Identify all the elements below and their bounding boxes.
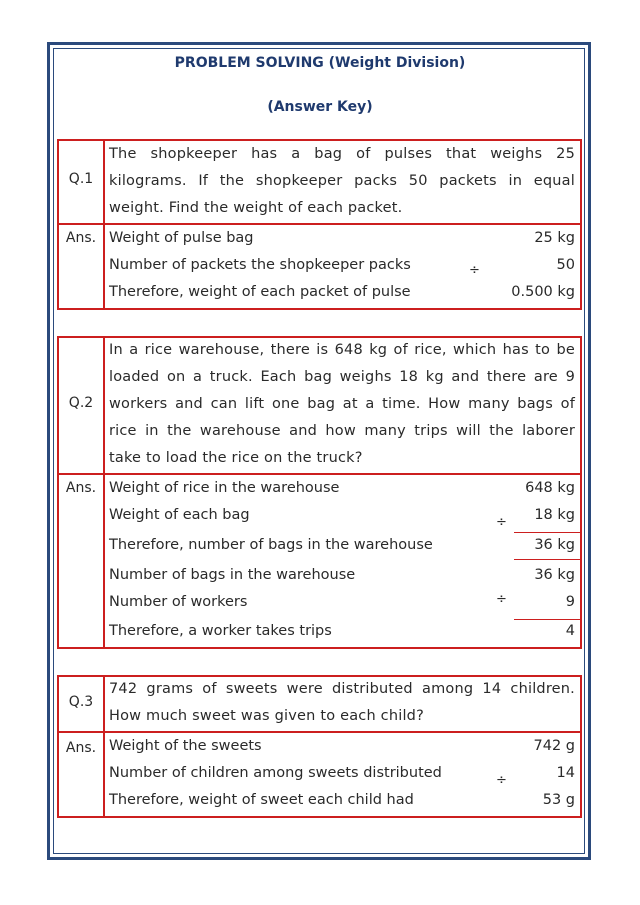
answer-row-label: Weight of rice in the warehouse bbox=[109, 480, 340, 496]
answer-row bbox=[109, 475, 575, 502]
answer-row-value: 648 kg bbox=[525, 480, 575, 496]
answer-row bbox=[109, 532, 575, 559]
divide-sign: ÷ bbox=[496, 592, 507, 607]
answer-row-label: Number of children among sweets distributed bbox=[109, 765, 442, 781]
answer-row-value: 53 g bbox=[542, 792, 575, 808]
answer-row bbox=[109, 618, 575, 645]
answer-row-label: Therefore, a worker takes trips bbox=[109, 623, 332, 639]
answer-underline bbox=[514, 559, 582, 560]
question-box-1 bbox=[57, 139, 582, 225]
answer-box-1 bbox=[57, 223, 582, 310]
answer-row-label: Weight of the sweets bbox=[109, 738, 262, 754]
answer-label: Ans. bbox=[65, 230, 97, 246]
answer-row bbox=[109, 225, 575, 252]
answer-row-label: Weight of each bag bbox=[109, 507, 250, 523]
question-line: weight. Find the weight of each packet. bbox=[109, 200, 403, 216]
answer-row-value: 14 bbox=[556, 765, 575, 781]
question-line: workers and can lift one bag at a time. How many bags of bbox=[109, 396, 575, 412]
answer-box-3 bbox=[57, 731, 582, 818]
answer-row-label: Number of workers bbox=[109, 594, 248, 610]
answer-row-value: 50 bbox=[556, 257, 575, 273]
answer-row-value: 742 g bbox=[533, 738, 575, 754]
divide-sign: ÷ bbox=[496, 515, 507, 530]
page-subtitle: (Answer Key) bbox=[267, 99, 373, 115]
divide-sign: ÷ bbox=[469, 263, 480, 278]
answer-row-value: 36 kg bbox=[534, 567, 575, 583]
question-line: take to load the rice on the truck? bbox=[109, 450, 363, 466]
answer-row bbox=[109, 252, 575, 279]
question-box-2 bbox=[57, 336, 582, 475]
answer-row-label: Therefore, number of bags in the warehouse bbox=[109, 537, 433, 553]
answer-row-label: Weight of pulse bag bbox=[109, 230, 254, 246]
answer-row-label: Therefore, weight of each packet of pulse bbox=[109, 284, 411, 300]
answer-label: Ans. bbox=[65, 480, 97, 496]
question-label: Q.2 bbox=[68, 395, 94, 411]
question-line: 742 grams of sweets were distributed among 14 children. bbox=[109, 681, 575, 697]
question-label: Q.3 bbox=[68, 694, 94, 710]
page-title: PROBLEM SOLVING (Weight Division) bbox=[174, 55, 466, 71]
answer-row-label: Therefore, weight of sweet each child had bbox=[109, 792, 414, 808]
answer-row-label: Number of bags in the warehouse bbox=[109, 567, 356, 583]
question-line: kilograms. If the shopkeeper packs 50 packets in equal bbox=[109, 173, 575, 189]
question-line: The shopkeeper has a bag of pulses that weighs 25 bbox=[109, 146, 575, 162]
answer-row-value: 4 bbox=[565, 623, 575, 639]
answer-row bbox=[109, 787, 575, 814]
divide-sign: ÷ bbox=[496, 773, 507, 788]
answer-label: Ans. bbox=[65, 740, 97, 756]
answer-row-value: 0.500 kg bbox=[511, 284, 575, 300]
answer-row bbox=[109, 279, 575, 306]
question-line: rice in the warehouse and how many trips will the laborer bbox=[109, 423, 575, 439]
answer-row-value: 9 bbox=[565, 594, 575, 610]
answer-box-2 bbox=[57, 473, 582, 649]
answer-row-value: 36 kg bbox=[534, 537, 575, 553]
question-box-3 bbox=[57, 675, 582, 733]
answer-row bbox=[109, 562, 575, 589]
question-label: Q.1 bbox=[68, 171, 94, 187]
question-line: How much sweet was given to each child? bbox=[109, 708, 424, 724]
answer-row-label: Number of packets the shopkeeper packs bbox=[109, 257, 411, 273]
answer-row bbox=[109, 733, 575, 760]
question-line: In a rice warehouse, there is 648 kg of rice, which has to be bbox=[109, 342, 575, 358]
question-line: loaded on a truck. Each bag weighs 18 kg and there are 9 bbox=[109, 369, 575, 385]
answer-row-value: 18 kg bbox=[534, 507, 575, 523]
answer-row-value: 25 kg bbox=[534, 230, 575, 246]
